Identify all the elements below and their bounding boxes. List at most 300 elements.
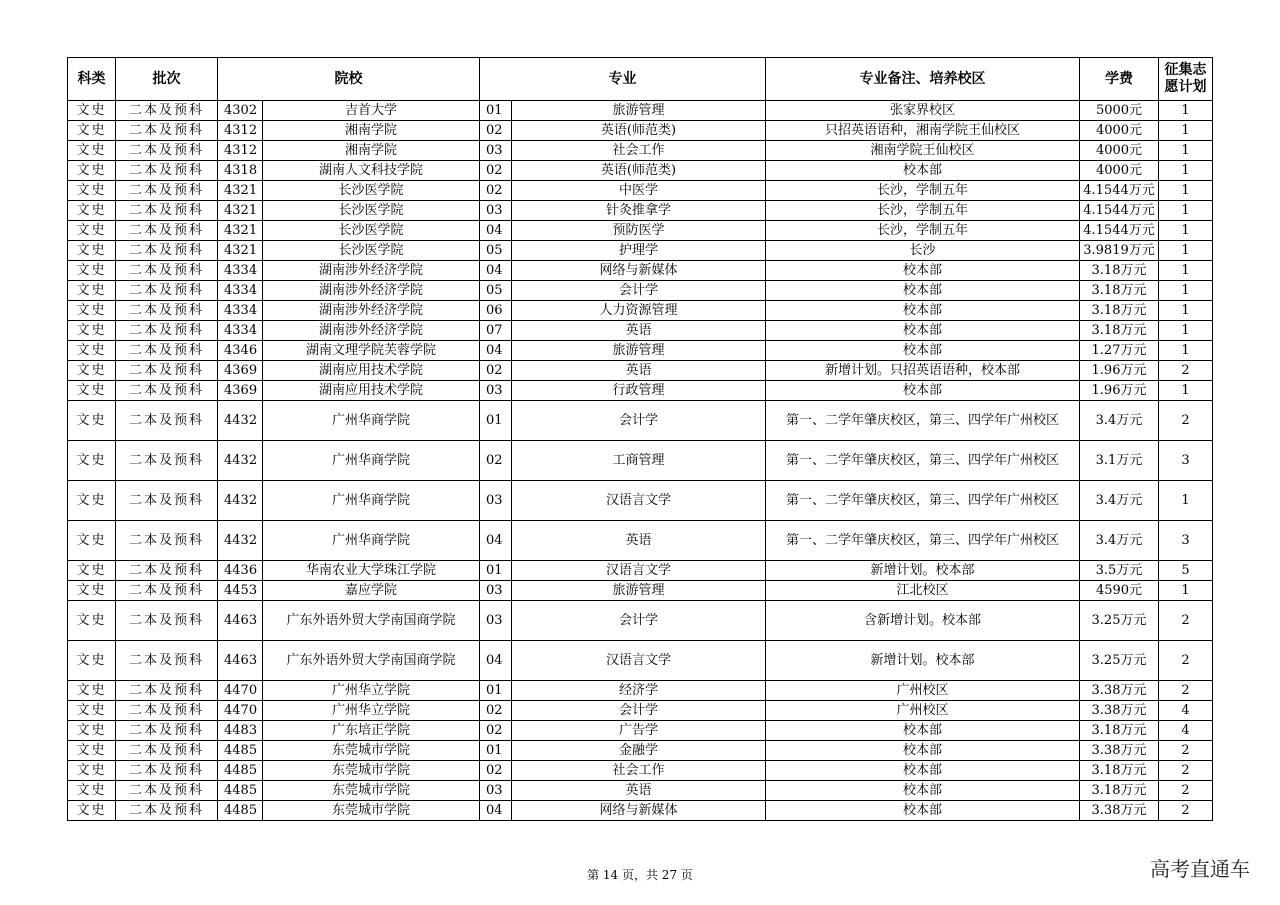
cell-fee: 3.38万元	[1080, 801, 1159, 821]
cell-fee: 3.18万元	[1080, 721, 1159, 741]
cell-major-name: 网络与新媒体	[512, 801, 766, 821]
cell-major-code: 02	[480, 761, 512, 781]
cell-school-code: 4485	[218, 801, 263, 821]
cell-pici: 二本及预科	[116, 701, 218, 721]
cell-note: 校本部	[766, 801, 1080, 821]
cell-major-name: 预防医学	[512, 221, 766, 241]
cell-kelei: 文史	[68, 721, 116, 741]
cell-pici: 二本及预科	[116, 321, 218, 341]
cell-pici: 二本及预科	[116, 221, 218, 241]
cell-note: 校本部	[766, 741, 1080, 761]
cell-kelei: 文史	[68, 641, 116, 681]
table-body	[68, 101, 1213, 821]
cell-major-name: 经济学	[512, 681, 766, 701]
cell-major-code: 07	[480, 321, 512, 341]
cell-fee: 3.18万元	[1080, 261, 1159, 281]
cell-note: 长沙	[766, 241, 1080, 261]
cell-school-name: 湖南涉外经济学院	[263, 321, 480, 341]
table-row	[68, 441, 1213, 481]
cell-major-name: 会计学	[512, 401, 766, 441]
cell-fee: 3.1万元	[1080, 441, 1159, 481]
cell-school-code: 4463	[218, 601, 263, 641]
cell-pici: 二本及预科	[116, 481, 218, 521]
cell-major-name: 护理学	[512, 241, 766, 261]
cell-fee: 3.38万元	[1080, 681, 1159, 701]
cell-plan: 1	[1159, 381, 1213, 401]
cell-note: 张家界校区	[766, 101, 1080, 121]
cell-major-name: 英语(师范类)	[512, 161, 766, 181]
cell-school-code: 4312	[218, 121, 263, 141]
cell-plan: 5	[1159, 561, 1213, 581]
cell-plan: 1	[1159, 281, 1213, 301]
cell-fee: 1.96万元	[1080, 361, 1159, 381]
cell-note: 湘南学院王仙校区	[766, 141, 1080, 161]
table-row	[68, 481, 1213, 521]
cell-fee: 3.18万元	[1080, 301, 1159, 321]
cell-kelei: 文史	[68, 241, 116, 261]
cell-pici: 二本及预科	[116, 641, 218, 681]
cell-major-name: 旅游管理	[512, 341, 766, 361]
cell-kelei: 文史	[68, 601, 116, 641]
cell-kelei: 文史	[68, 221, 116, 241]
cell-school-name: 广州华立学院	[263, 701, 480, 721]
cell-major-name: 会计学	[512, 601, 766, 641]
cell-note: 校本部	[766, 721, 1080, 741]
cell-pici: 二本及预科	[116, 381, 218, 401]
cell-major-code: 02	[480, 721, 512, 741]
cell-plan: 2	[1159, 401, 1213, 441]
cell-major-name: 英语	[512, 361, 766, 381]
cell-plan: 1	[1159, 161, 1213, 181]
cell-kelei: 文史	[68, 301, 116, 321]
cell-school-code: 4485	[218, 781, 263, 801]
cell-major-name: 汉语言文学	[512, 561, 766, 581]
cell-fee: 3.9819万元	[1080, 241, 1159, 261]
cell-major-code: 01	[480, 741, 512, 761]
cell-plan: 2	[1159, 741, 1213, 761]
cell-school-name: 广州华立学院	[263, 681, 480, 701]
cell-school-name: 广州华商学院	[263, 521, 480, 561]
cell-school-name: 华南农业大学珠江学院	[263, 561, 480, 581]
cell-fee: 3.4万元	[1080, 401, 1159, 441]
cell-fee: 3.4万元	[1080, 481, 1159, 521]
cell-kelei: 文史	[68, 161, 116, 181]
cell-school-code: 4485	[218, 761, 263, 781]
cell-school-name: 湖南应用技术学院	[263, 361, 480, 381]
table-row	[68, 681, 1213, 701]
cell-kelei: 文史	[68, 801, 116, 821]
cell-major-name: 英语	[512, 321, 766, 341]
table-row	[68, 161, 1213, 181]
cell-note: 广州校区	[766, 681, 1080, 701]
cell-major-code: 01	[480, 681, 512, 701]
cell-school-code: 4334	[218, 301, 263, 321]
cell-plan: 1	[1159, 301, 1213, 321]
table-row	[68, 761, 1213, 781]
cell-major-code: 04	[480, 641, 512, 681]
cell-plan: 1	[1159, 141, 1213, 161]
cell-school-code: 4321	[218, 201, 263, 221]
table-row	[68, 181, 1213, 201]
cell-plan: 2	[1159, 641, 1213, 681]
header-kelei: 科类	[68, 58, 116, 101]
cell-plan: 1	[1159, 481, 1213, 521]
table-row	[68, 241, 1213, 261]
cell-pici: 二本及预科	[116, 301, 218, 321]
cell-pici: 二本及预科	[116, 141, 218, 161]
table-row	[68, 581, 1213, 601]
cell-pici: 二本及预科	[116, 281, 218, 301]
header-zhuanye: 专业	[480, 58, 766, 101]
table-row	[68, 301, 1213, 321]
cell-note: 第一、二学年肇庆校区，第三、四学年广州校区	[766, 401, 1080, 441]
cell-note: 校本部	[766, 161, 1080, 181]
cell-note: 长沙，学制五年	[766, 181, 1080, 201]
table-row	[68, 141, 1213, 161]
cell-fee: 4.1544万元	[1080, 201, 1159, 221]
cell-school-name: 广州华商学院	[263, 401, 480, 441]
cell-note: 校本部	[766, 281, 1080, 301]
cell-school-name: 长沙医学院	[263, 201, 480, 221]
cell-plan: 2	[1159, 361, 1213, 381]
table-row	[68, 801, 1213, 821]
table-row	[68, 121, 1213, 141]
cell-school-name: 东莞城市学院	[263, 741, 480, 761]
cell-kelei: 文史	[68, 121, 116, 141]
cell-school-code: 4369	[218, 361, 263, 381]
cell-plan: 3	[1159, 521, 1213, 561]
page-footer: 第 14 页，共 27 页	[587, 868, 693, 882]
cell-plan: 1	[1159, 221, 1213, 241]
cell-kelei: 文史	[68, 521, 116, 561]
cell-major-code: 03	[480, 141, 512, 161]
cell-kelei: 文史	[68, 181, 116, 201]
cell-major-code: 05	[480, 281, 512, 301]
cell-plan: 1	[1159, 121, 1213, 141]
cell-kelei: 文史	[68, 381, 116, 401]
table-row	[68, 601, 1213, 641]
cell-major-code: 01	[480, 101, 512, 121]
cell-plan: 4	[1159, 701, 1213, 721]
cell-major-code: 02	[480, 181, 512, 201]
cell-major-name: 汉语言文学	[512, 481, 766, 521]
cell-school-name: 湖南涉外经济学院	[263, 281, 480, 301]
cell-kelei: 文史	[68, 261, 116, 281]
cell-school-name: 广州华商学院	[263, 481, 480, 521]
cell-pici: 二本及预科	[116, 341, 218, 361]
cell-major-code: 03	[480, 481, 512, 521]
table-row	[68, 221, 1213, 241]
cell-pici: 二本及预科	[116, 201, 218, 221]
cell-fee: 3.38万元	[1080, 741, 1159, 761]
header-yuanxiao: 院校	[218, 58, 480, 101]
cell-kelei: 文史	[68, 761, 116, 781]
cell-pici: 二本及预科	[116, 121, 218, 141]
cell-school-name: 长沙医学院	[263, 241, 480, 261]
cell-pici: 二本及预科	[116, 601, 218, 641]
cell-note: 校本部	[766, 321, 1080, 341]
cell-school-code: 4321	[218, 241, 263, 261]
cell-note: 校本部	[766, 761, 1080, 781]
cell-note: 只招英语语种，湘南学院王仙校区	[766, 121, 1080, 141]
cell-pici: 二本及预科	[116, 561, 218, 581]
cell-major-name: 旅游管理	[512, 581, 766, 601]
cell-major-code: 02	[480, 441, 512, 481]
cell-school-name: 湖南人文科技学院	[263, 161, 480, 181]
table-row	[68, 521, 1213, 561]
cell-pici: 二本及预科	[116, 401, 218, 441]
cell-fee: 3.4万元	[1080, 521, 1159, 561]
cell-school-name: 广东培正学院	[263, 721, 480, 741]
cell-school-code: 4334	[218, 281, 263, 301]
cell-pici: 二本及预科	[116, 181, 218, 201]
cell-fee: 3.18万元	[1080, 781, 1159, 801]
cell-school-name: 长沙医学院	[263, 221, 480, 241]
cell-major-name: 社会工作	[512, 141, 766, 161]
cell-major-code: 03	[480, 601, 512, 641]
cell-fee: 4.1544万元	[1080, 181, 1159, 201]
cell-fee: 1.27万元	[1080, 341, 1159, 361]
cell-school-name: 广州华商学院	[263, 441, 480, 481]
cell-pici: 二本及预科	[116, 441, 218, 481]
cell-school-code: 4318	[218, 161, 263, 181]
cell-kelei: 文史	[68, 201, 116, 221]
cell-school-name: 广东外语外贸大学南国商学院	[263, 601, 480, 641]
cell-school-code: 4312	[218, 141, 263, 161]
cell-major-name: 中医学	[512, 181, 766, 201]
cell-kelei: 文史	[68, 441, 116, 481]
cell-major-name: 旅游管理	[512, 101, 766, 121]
cell-school-name: 东莞城市学院	[263, 781, 480, 801]
table-row	[68, 701, 1213, 721]
cell-plan: 1	[1159, 581, 1213, 601]
cell-major-name: 广告学	[512, 721, 766, 741]
cell-school-name: 湖南应用技术学院	[263, 381, 480, 401]
cell-plan: 1	[1159, 261, 1213, 281]
cell-pici: 二本及预科	[116, 161, 218, 181]
cell-note: 江北校区	[766, 581, 1080, 601]
cell-kelei: 文史	[68, 701, 116, 721]
cell-school-code: 4334	[218, 261, 263, 281]
cell-fee: 4000元	[1080, 141, 1159, 161]
table-row	[68, 101, 1213, 121]
cell-note: 第一、二学年肇庆校区，第三、四学年广州校区	[766, 441, 1080, 481]
cell-kelei: 文史	[68, 581, 116, 601]
cell-plan: 1	[1159, 201, 1213, 221]
cell-school-code: 4483	[218, 721, 263, 741]
cell-note: 校本部	[766, 381, 1080, 401]
cell-kelei: 文史	[68, 141, 116, 161]
cell-school-code: 4463	[218, 641, 263, 681]
cell-note: 校本部	[766, 301, 1080, 321]
cell-school-code: 4432	[218, 441, 263, 481]
table-row	[68, 741, 1213, 761]
cell-school-code: 4470	[218, 701, 263, 721]
table-row	[68, 281, 1213, 301]
cell-major-code: 04	[480, 341, 512, 361]
cell-note: 长沙，学制五年	[766, 221, 1080, 241]
cell-school-code: 4470	[218, 681, 263, 701]
cell-school-code: 4432	[218, 481, 263, 521]
cell-school-code: 4432	[218, 521, 263, 561]
cell-kelei: 文史	[68, 681, 116, 701]
cell-fee: 3.25万元	[1080, 641, 1159, 681]
cell-school-name: 吉首大学	[263, 101, 480, 121]
cell-major-name: 工商管理	[512, 441, 766, 481]
cell-major-name: 英语	[512, 781, 766, 801]
cell-major-name: 金融学	[512, 741, 766, 761]
cell-pici: 二本及预科	[116, 101, 218, 121]
cell-school-code: 4436	[218, 561, 263, 581]
cell-note: 校本部	[766, 781, 1080, 801]
cell-major-name: 英语(师范类)	[512, 121, 766, 141]
cell-school-code: 4321	[218, 221, 263, 241]
cell-note: 长沙，学制五年	[766, 201, 1080, 221]
cell-fee: 1.96万元	[1080, 381, 1159, 401]
table-row	[68, 641, 1213, 681]
cell-major-code: 03	[480, 201, 512, 221]
cell-school-code: 4453	[218, 581, 263, 601]
cell-fee: 4.1544万元	[1080, 221, 1159, 241]
cell-note: 含新增计划。校本部	[766, 601, 1080, 641]
header-row	[68, 58, 1213, 101]
cell-plan: 2	[1159, 781, 1213, 801]
cell-note: 新增计划。校本部	[766, 561, 1080, 581]
cell-major-code: 04	[480, 261, 512, 281]
cell-pici: 二本及预科	[116, 721, 218, 741]
cell-note: 广州校区	[766, 701, 1080, 721]
cell-fee: 4000元	[1080, 121, 1159, 141]
cell-note: 校本部	[766, 341, 1080, 361]
cell-major-code: 01	[480, 561, 512, 581]
cell-note: 校本部	[766, 261, 1080, 281]
cell-fee: 3.25万元	[1080, 601, 1159, 641]
cell-school-code: 4485	[218, 741, 263, 761]
header-xuefei: 学费	[1080, 58, 1159, 101]
cell-school-name: 湖南文理学院芙蓉学院	[263, 341, 480, 361]
cell-fee: 3.38万元	[1080, 701, 1159, 721]
cell-major-code: 06	[480, 301, 512, 321]
cell-plan: 1	[1159, 241, 1213, 261]
cell-kelei: 文史	[68, 341, 116, 361]
cell-fee: 3.18万元	[1080, 321, 1159, 341]
cell-plan: 2	[1159, 801, 1213, 821]
cell-kelei: 文史	[68, 561, 116, 581]
cell-major-name: 人力资源管理	[512, 301, 766, 321]
cell-school-name: 湖南涉外经济学院	[263, 261, 480, 281]
cell-kelei: 文史	[68, 401, 116, 441]
cell-major-code: 02	[480, 701, 512, 721]
table-row	[68, 561, 1213, 581]
cell-kelei: 文史	[68, 101, 116, 121]
cell-school-name: 东莞城市学院	[263, 801, 480, 821]
cell-school-code: 4334	[218, 321, 263, 341]
cell-school-code: 4369	[218, 381, 263, 401]
table-row	[68, 401, 1213, 441]
cell-school-name: 长沙医学院	[263, 181, 480, 201]
cell-major-code: 01	[480, 401, 512, 441]
cell-plan: 3	[1159, 441, 1213, 481]
cell-school-code: 4302	[218, 101, 263, 121]
cell-major-name: 针灸推拿学	[512, 201, 766, 221]
cell-plan: 2	[1159, 681, 1213, 701]
table-row	[68, 361, 1213, 381]
cell-major-code: 03	[480, 381, 512, 401]
table-row	[68, 341, 1213, 361]
watermark: 高考直通车	[1150, 857, 1250, 881]
cell-pici: 二本及预科	[116, 681, 218, 701]
cell-major-code: 05	[480, 241, 512, 261]
cell-fee: 4590元	[1080, 581, 1159, 601]
cell-major-code: 03	[480, 781, 512, 801]
cell-fee: 4000元	[1080, 161, 1159, 181]
cell-kelei: 文史	[68, 481, 116, 521]
cell-major-name: 网络与新媒体	[512, 261, 766, 281]
header-beizhu: 专业备注、培养校区	[766, 58, 1080, 101]
cell-kelei: 文史	[68, 781, 116, 801]
cell-pici: 二本及预科	[116, 761, 218, 781]
cell-school-name: 湘南学院	[263, 141, 480, 161]
cell-school-name: 嘉应学院	[263, 581, 480, 601]
cell-school-name: 湖南涉外经济学院	[263, 301, 480, 321]
cell-note: 第一、二学年肇庆校区，第三、四学年广州校区	[766, 481, 1080, 521]
cell-kelei: 文史	[68, 321, 116, 341]
cell-plan: 1	[1159, 341, 1213, 361]
cell-major-code: 02	[480, 161, 512, 181]
cell-note: 新增计划。校本部	[766, 641, 1080, 681]
cell-fee: 3.5万元	[1080, 561, 1159, 581]
cell-kelei: 文史	[68, 741, 116, 761]
cell-pici: 二本及预科	[116, 521, 218, 561]
cell-note: 新增计划。只招英语语种，校本部	[766, 361, 1080, 381]
cell-plan: 2	[1159, 761, 1213, 781]
table-row	[68, 321, 1213, 341]
cell-kelei: 文史	[68, 361, 116, 381]
cell-major-name: 社会工作	[512, 761, 766, 781]
cell-plan: 1	[1159, 101, 1213, 121]
cell-major-code: 04	[480, 801, 512, 821]
cell-major-name: 英语	[512, 521, 766, 561]
cell-major-code: 04	[480, 521, 512, 561]
cell-major-name: 会计学	[512, 701, 766, 721]
cell-school-name: 广东外语外贸大学南国商学院	[263, 641, 480, 681]
cell-school-name: 湘南学院	[263, 121, 480, 141]
cell-plan: 1	[1159, 321, 1213, 341]
table-row	[68, 381, 1213, 401]
cell-school-code: 4432	[218, 401, 263, 441]
cell-major-name: 汉语言文学	[512, 641, 766, 681]
cell-kelei: 文史	[68, 281, 116, 301]
cell-major-name: 会计学	[512, 281, 766, 301]
table-row	[68, 781, 1213, 801]
cell-plan: 4	[1159, 721, 1213, 741]
header-pici: 批次	[116, 58, 218, 101]
cell-major-code: 02	[480, 121, 512, 141]
cell-plan: 2	[1159, 601, 1213, 641]
cell-major-code: 02	[480, 361, 512, 381]
cell-pici: 二本及预科	[116, 361, 218, 381]
cell-note: 第一、二学年肇庆校区，第三、四学年广州校区	[766, 521, 1080, 561]
table-row	[68, 201, 1213, 221]
cell-pici: 二本及预科	[116, 781, 218, 801]
cell-pici: 二本及预科	[116, 261, 218, 281]
cell-plan: 1	[1159, 181, 1213, 201]
cell-pici: 二本及预科	[116, 801, 218, 821]
admission-table	[67, 57, 1213, 821]
cell-fee: 3.18万元	[1080, 761, 1159, 781]
cell-school-name: 东莞城市学院	[263, 761, 480, 781]
cell-fee: 5000元	[1080, 101, 1159, 121]
